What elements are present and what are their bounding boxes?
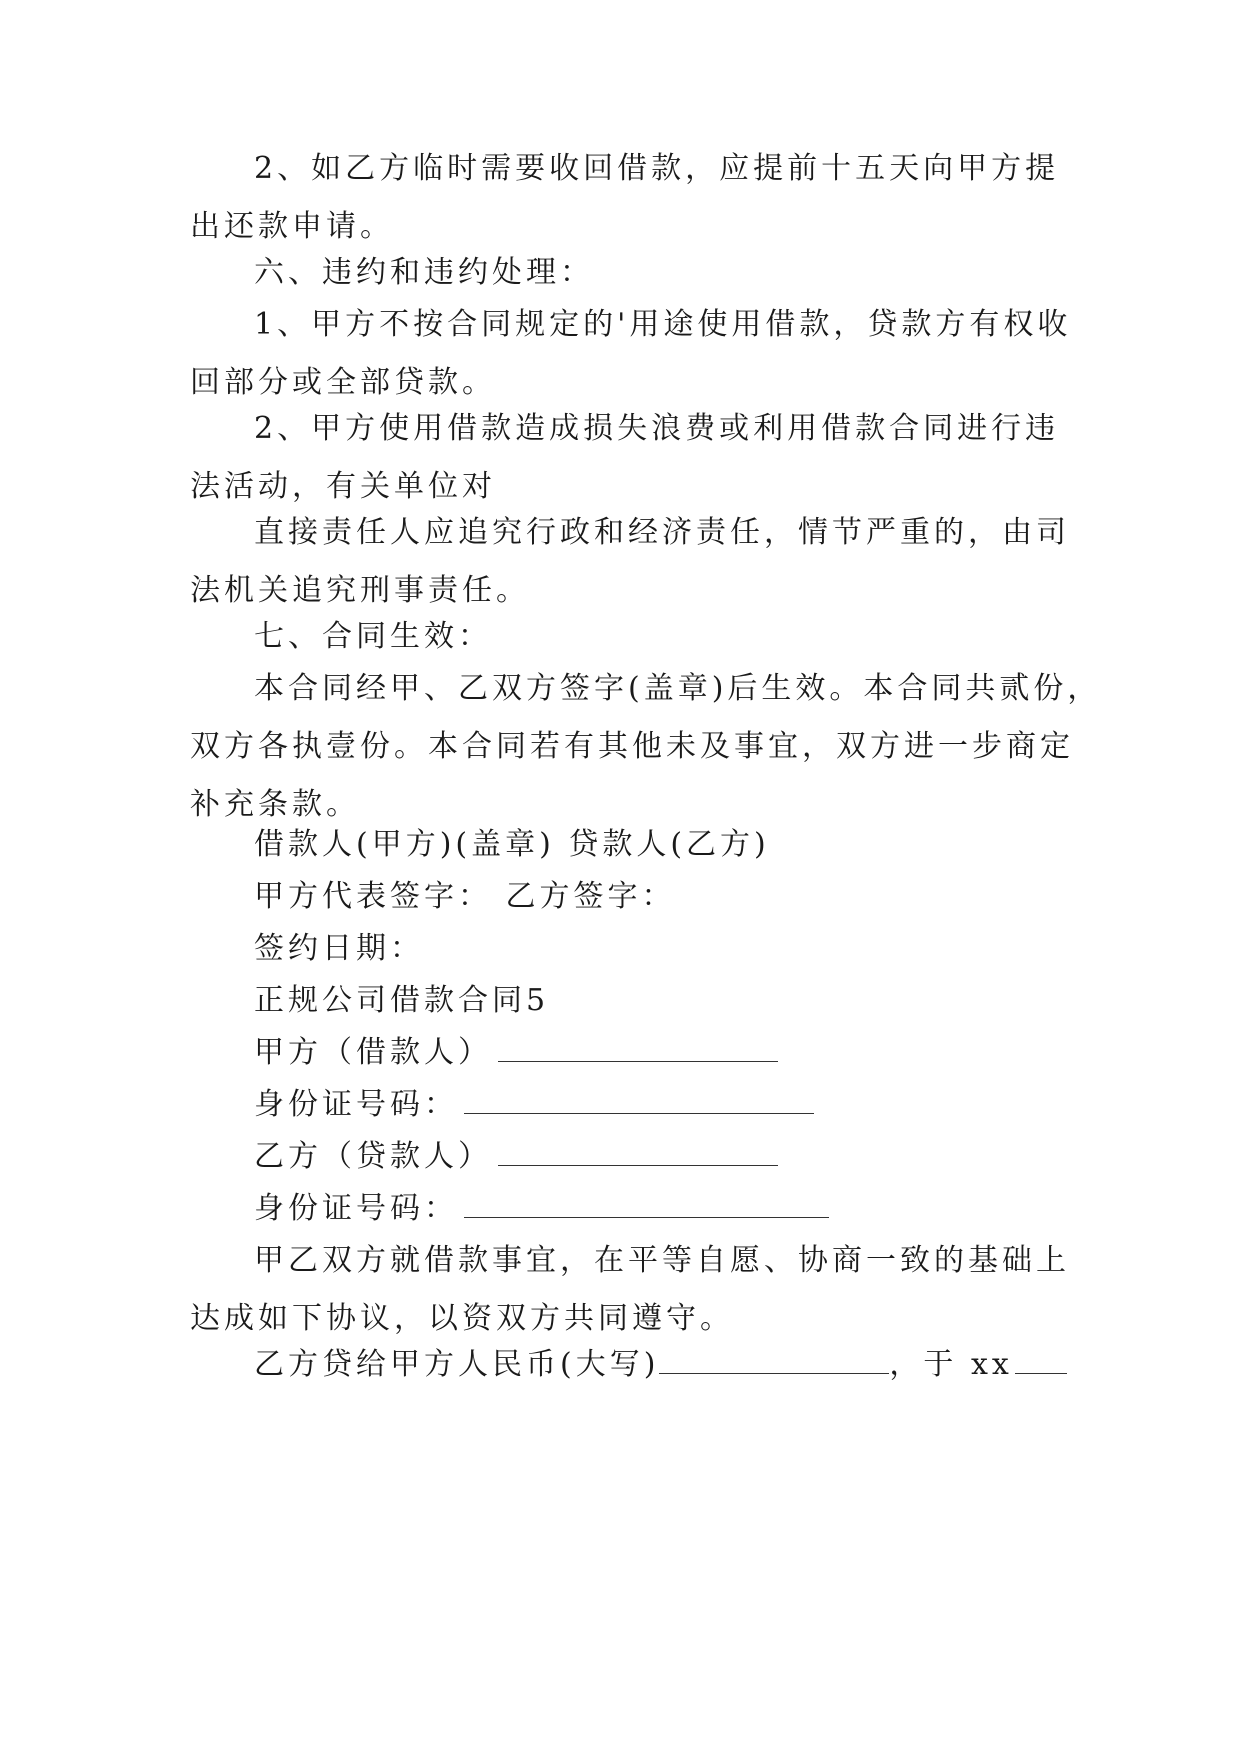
text-line: 甲乙双方就借款事宜，在平等自愿、协商一致的基础上 <box>254 1243 1070 1278</box>
text-line: 乙方贷给甲方人民币(大写) <box>254 1347 660 1382</box>
fill-in-blank[interactable] <box>1015 1372 1067 1374</box>
field-id-b <box>190 1180 1050 1238</box>
heading-effect <box>190 608 1050 666</box>
text-line: 回部分或全部贷款。 <box>190 365 496 400</box>
field-label: 乙方（贷款人） <box>254 1139 492 1174</box>
paragraph-loan-amount <box>190 1336 1050 1394</box>
field-party-a <box>190 1024 1050 1082</box>
paragraph-breach-1 <box>190 296 1072 412</box>
fill-in-blank[interactable] <box>659 1372 889 1374</box>
text-line: 甲方代表签字： 乙方签字： <box>254 879 676 914</box>
text-line: 出还款申请。 <box>190 209 394 244</box>
text-line: 签约日期： <box>254 931 424 966</box>
heading-breach <box>190 244 1050 302</box>
field-label: 甲方（借款人） <box>254 1035 492 1070</box>
text-line: 法机关追究刑事责任。 <box>190 573 530 608</box>
text-line: 双方各执壹份。本合同若有其他未及事宜，双方进一步商定 <box>190 729 1074 764</box>
paragraph-liability <box>190 504 1070 620</box>
fill-in-blank[interactable] <box>498 1164 778 1166</box>
text-line: 法活动，有关单位对 <box>190 469 496 504</box>
text-line: 正规公司借款合同5 <box>254 983 550 1018</box>
text-line: 达成如下协议，以资双方共同遵守。 <box>190 1301 734 1336</box>
text-line: 补充条款。 <box>190 787 360 822</box>
paragraph-effect <box>190 660 1102 834</box>
signing-date <box>190 920 1050 978</box>
fill-in-blank[interactable] <box>498 1060 778 1062</box>
text-line: 1、甲方不按合同规定的'用途使用借款，贷款方有权收 <box>254 307 1072 342</box>
text-line: 2、甲方使用借款造成损失浪费或利用借款合同进行违 <box>254 411 1060 446</box>
text-line: 2、如乙方临时需要收回借款，应提前十五天向甲方提 <box>254 151 1060 186</box>
paragraph-repayment-notice <box>190 140 1060 256</box>
text-line: 直接责任人应追究行政和经济责任，情节严重的，由司 <box>254 515 1070 550</box>
text-line: 六、违约和违约处理： <box>254 255 594 290</box>
text-line: 借款人(甲方)(盖章) 贷款人(乙方) <box>254 827 770 862</box>
fill-in-blank[interactable] <box>464 1112 814 1114</box>
text-line: ，于 xx <box>889 1347 1013 1382</box>
signature-representatives <box>190 868 1050 926</box>
paragraph-agreement <box>190 1232 1070 1348</box>
signature-parties <box>190 816 1050 874</box>
field-label: 身份证号码： <box>254 1191 458 1226</box>
field-id-a <box>190 1076 1050 1134</box>
paragraph-breach-2 <box>190 400 1060 516</box>
field-party-b <box>190 1128 1050 1186</box>
fill-in-blank[interactable] <box>464 1216 829 1218</box>
text-line: 七、合同生效： <box>254 619 492 654</box>
field-label: 身份证号码： <box>254 1087 458 1122</box>
section-title <box>190 972 1050 1030</box>
text-line: 本合同经甲、乙双方签字(盖章)后生效。本合同共贰份， <box>254 671 1102 706</box>
